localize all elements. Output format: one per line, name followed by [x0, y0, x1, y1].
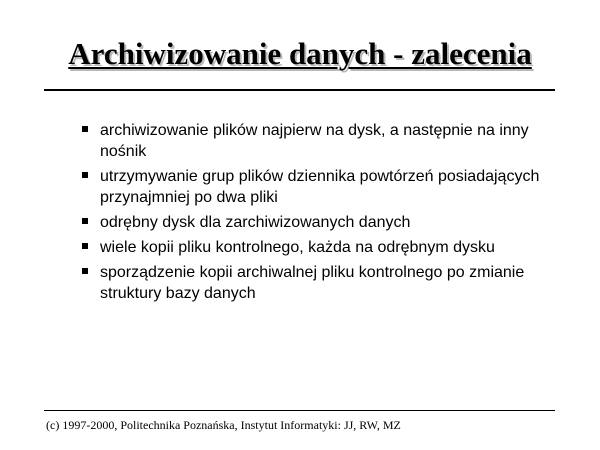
title-divider — [44, 89, 555, 91]
slide-title: Archiwizowanie danych - zalecenia — [68, 36, 532, 71]
bullet-item — [80, 166, 550, 208]
footer-divider — [44, 410, 555, 411]
bullet-item — [80, 262, 550, 304]
square-bullet-icon — [82, 218, 88, 224]
square-bullet-icon — [82, 268, 88, 274]
bullet-text: utrzymywanie grup plików dziennika powtórzeń posiadających przynajmniej po dwa pliki — [100, 168, 540, 206]
bullet-item — [80, 237, 550, 258]
bullet-item — [80, 120, 550, 162]
square-bullet-icon — [82, 243, 88, 249]
bullet-text: wiele kopii pliku kontrolnego, każda na odrębnym dysku — [100, 239, 495, 256]
bullet-list — [80, 120, 550, 308]
bullet-text: odrębny dysk dla zarchiwizowanych danych — [100, 214, 411, 231]
footer-copyright: (c) 1997-2000, Politechnika Poznańska, Instytut Informatyki: JJ, RW, MZ — [46, 418, 401, 432]
square-bullet-icon — [82, 172, 88, 178]
square-bullet-icon — [82, 126, 88, 132]
bullet-text: archiwizowanie plików najpierw na dysk, a następnie na inny nośnik — [100, 122, 529, 160]
bullet-text: sporządzenie kopii archiwalnej pliku kontrolnego po zmianie struktury bazy danych — [100, 264, 525, 302]
bullet-item — [80, 212, 550, 233]
